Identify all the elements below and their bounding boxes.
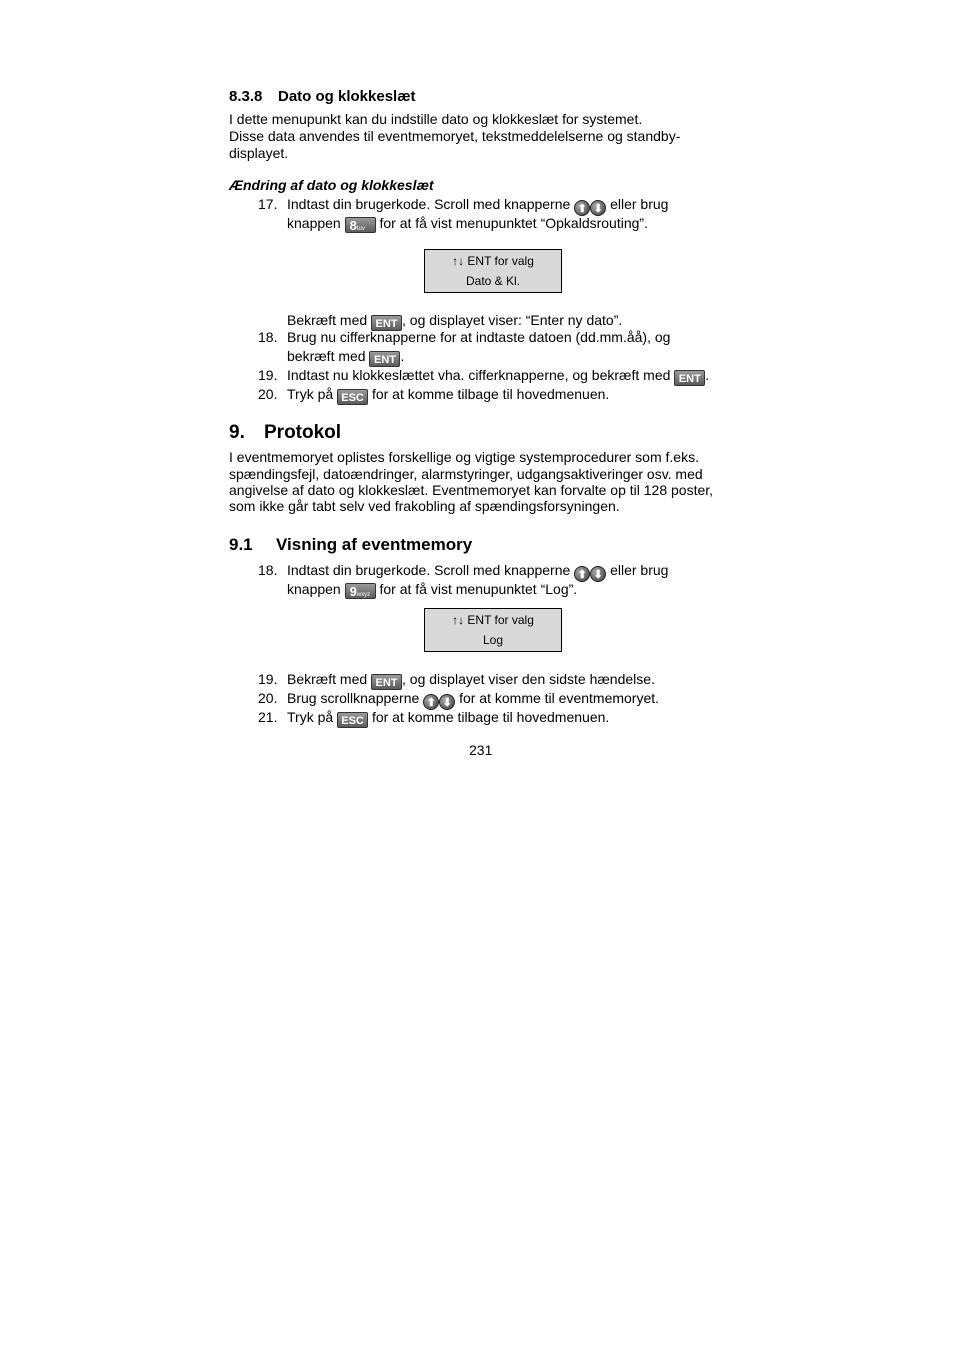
ent-key-icon: ENT <box>369 351 400 367</box>
confirm-line: Bekræft med ENT , og displayet viser: “Enter ny dato”. <box>287 312 623 330</box>
section-heading-9: 9. Protokol <box>229 422 342 443</box>
key-8-icon: 8tuv <box>345 217 376 233</box>
arrow-down-button-icon: ⬇ <box>439 694 455 710</box>
protokol-line-4: som ikke går tabt selv ved frakobling af spændingsforsyningen. <box>229 498 620 514</box>
section-heading-8-3-8: 8.3.8 Dato og klokkeslæt <box>229 88 416 105</box>
list-item-17-cont: knappen 8tuv for at få vist menupunktet “Opkaldsrouting”. <box>287 215 648 233</box>
esc-key-icon: ESC <box>337 712 368 728</box>
protokol-line-3: angivelse af dato og klokkeslæt. Eventmemoryet kan forvalte op til 128 poster, <box>229 482 714 498</box>
protokol-line-2: spændingsfejl, datoændringer, alarmstyringer, udgangsaktiveringer osv. med <box>229 466 703 482</box>
intro-line-3: displayet. <box>229 145 289 161</box>
arrow-down-button-icon: ⬇ <box>590 566 606 582</box>
ent-key-icon: ENT <box>674 370 705 386</box>
list-item-9-1-18-cont: knappen 9wxyz for at få vist menupunktet “Log”. <box>287 581 578 599</box>
esc-key-icon: ESC <box>337 389 368 405</box>
protokol-line-1: I eventmemoryet oplistes forskellige og vigtige systemprocedurer som f.eks. <box>229 449 699 465</box>
page-number: 231 <box>469 742 493 758</box>
ent-key-icon: ENT <box>371 315 402 331</box>
ent-key-icon: ENT <box>371 674 402 690</box>
subheading: Ændring af dato og klokkeslæt <box>229 177 434 193</box>
intro-line-2: Disse data anvendes til eventmemoryet, tekstmeddelelserne og standby- <box>229 128 681 144</box>
arrow-up-button-icon: ⬆ <box>423 694 439 710</box>
list-item-18-cont: bekræft med ENT . <box>287 348 405 366</box>
manual-page: 8.3.8 Dato og klokkeslæt I dette menupunkt kan du indstille dato og klokkeslæt for systemet. Disse data anvendes til eventmemoryet, tekstmeddelelserne og standby- displayet. Ændring af dato og klokkeslæt 17. Indtast din brugerkode. Scroll med knapperne ⬆ ⬇ eller brug knappen 8tuv for at få vist menupunktet “Opkaldsrouting”. ↑↓ ENT for valg Dato & Kl. Bekræft med ENT , og displayet viser: “Enter ny dato”. 18. Brug nu cifferknapperne for at indtaste datoen (dd.mm.åå), og bekræft med ENT . 19. Indtast nu klokkeslættet vha. cifferknapperne, og bekræft med ENT . 20. Tryk på ESC for at komme tilbage til hovedmenuen. 9. Protokol I eventmemoryet oplistes forskellige og vigtige systemprocedurer som f.eks. spændingsfejl, datoændringer, alarmstyringer, udgangsaktiveringer osv. med angivelse af dato og klokkeslæt. Eventmemoryet kan forvalte op til 128 poster, som ikke går tabt selv ved frakobling af spændingsforsyningen. 9.1 Visning af eventmemory 18. Indtast din brugerkode. Scroll med knapperne ⬆ ⬇ eller brug knappen 9wxyz for at få vist menupunktet “Log”. ↑↓ ENT for valg Log 19. Bekræft med ENT , og displayet viser den sidste hændelse. 20. Brug scrollknapperne ⬆ ⬇ for at komme til eventmemoryet. 21. Tryk på ESC for at komme tilbage til hovedmenuen. 231 <box>229 88 714 758</box>
arrow-up-button-icon: ⬆ <box>574 200 590 216</box>
arrow-down-button-icon: ⬇ <box>590 200 606 216</box>
lcd-display-log: ↑↓ ENT for valg Log <box>424 608 562 652</box>
lcd-display-date: ↑↓ ENT for valg Dato & Kl. <box>424 249 562 293</box>
section-heading-9-1: 9.1 Visning af eventmemory <box>229 535 473 554</box>
intro-line-1: I dette menupunkt kan du indstille dato og klokkeslæt for systemet. <box>229 111 643 127</box>
arrow-up-button-icon: ⬆ <box>574 566 590 582</box>
key-9-icon: 9wxyz <box>345 583 376 599</box>
